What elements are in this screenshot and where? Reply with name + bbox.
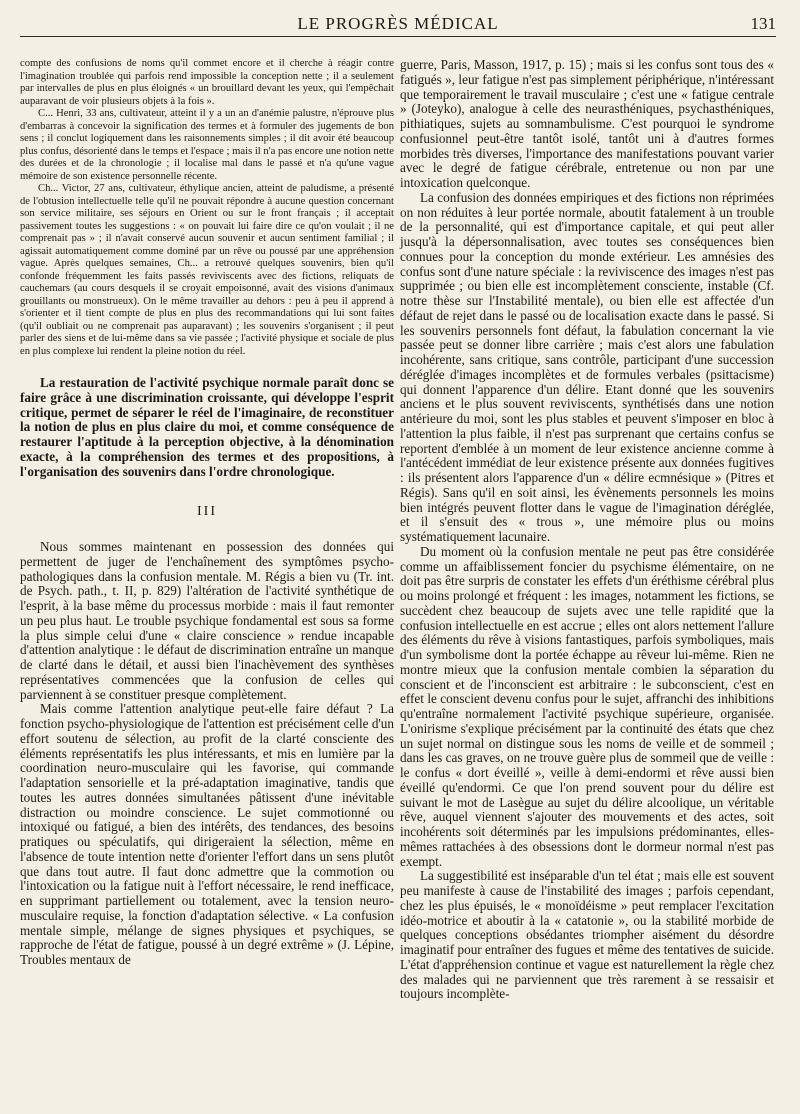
right-column [400,58,774,1002]
right-paragraph-3: Du moment où la confusion mentale ne peut pas être considérée comme un affaiblissement foncier du psychisme élémentaire, on ne doit pas être surpris de constater les effets d'un éréthisme cérébral plus ou moins prolongé et fréquent : les images, notamment les fictions, se succèdent chez beaucoup de sujets avec une telle rapidité que la confusion intellectuelle en est accrue ; elles ont alors nettement l'allure des éléments du rêve à visions fantastiques, parfois symboliques, mais d'un symbolisme dont la portée échappe au rêveur lui-même. Rien ne montre mieux que la confusion mentale combien la séparation du conscient et de l'inconscient est arbitraire : le subconscient, c'est en effet le conscient devenu confus pour le sujet, affranchi des inhibitions qu'entraîne normalement l'activité psychique supérieure, organisée. L'onirisme s'explique précisément par la continuité des états que chez un sujet normal on distingue sous les noms de veille et de sommeil ; dans les cas graves, on ne trouve guère plus de sommeil que de veille : le confus « dort éveillé », veille à demi-endormi et rêve aussi bien éveillé qu'endormi. Ce que l'on prend souvent pour du délire est suivant le mot de Lasègue au sujet du délire alcoolique, un véritable rêve, auquel viennent s'ajouter des mouvements et des actes, soit incohérents soit déterminés par les impulsions prédominantes, elles-mêmes rattachées à des obsessions dont le dormeur normal n'est pas exempt. [400,543,774,869]
section-paragraph-1: Nous sommes maintenant en possession des données qui permettent de juger de l'enchaînement des symptômes psycho-pathologiques dans la confusion mentale. M. Régis a bien vu (Tr. int. de Psych. path., t. II, p. 829) l'altération de l'activité synthétique de l'esprit, à la base même du processus morbide : mais il faut remonter un peu plus haut. Le trouble psychique fondamental est sous sa forme la plus simple celui d'une « claire conscience » rendue incapable d'attention analytique : le défaut de discrimination entraîne un manque de clarté dans le détail, et aussi bien l'inachèvement des synthèses représentatives commencées que la confusion de celles qui parviennent à se constituer presque complètement. [20,539,394,702]
case-victor: Ch... Victor, 27 ans, cultivateur, éthylique ancien, atteint de paludisme, a présenté de l'obtusion intellectuelle telle qu'il ne pouvait répondre à aucune question concernant son service militaire, ses séjours en Orient ou sur le front français ; il acceptait passivement toutes les suggestions : « on pouvait lui faire dire ce qu'on voulait ; il ne comprenait pas » ; il n'avait conservé aucun souvenir et aucun sentiment familial ; il agissait automatiquement comme dominé par un rêve ou poussé par une appréhension vague. Après quelques semaines, Ch... a retrouvé quelques souvenirs, bien qu'il confonde fréquemment les faits passés reviviscents avec des fictions, reliquats de cauchemars (au cours desquels il se croyait empoisonné, avait des visions d'animaux grouillants ou monstrueux). On le même travailler au dehors : peu à peu il apprend à s'orienter et il tient compte de plus en plus des recommandations qui lui sont faites (qu'il oubliait ou ne comprenait pas auparavant) ; les souvenirs s'organisent ; il peut parler des siens et de lui-même dans sa vie passée ; l'activité physique et sociale de plus en plus complexe lui rendent la pleine notion du réel. [20,183,394,357]
page-number: 131 [750,14,776,33]
case-continuation: compte des confusions de noms qu'il commet encore et il cherche à réagir contre l'imagination troublée qui parfois rend impossible la conception nette ; il a seulement par intervalles de plus en plus éloignés « un brouillard devant les yeux, qui l'empêchait auparavant de voir plusieurs objets à la fois ». [20,58,394,107]
case-notes [20,58,394,358]
right-paragraph-continuation: guerre, Paris, Masson, 1917, p. 15) ; mais si les confus sont tous des « fatigués », leur fatigue n'est pas simplement périphérique, n'intéressant que temporairement le travail musculaire ; c'est une « fatigue centrale » (Joteyko), analogue à celle des neurasthéniques, psychasthéniques, pithiatiques, sujets au somnambulisme. C'est pourquoi le syndrome confusionnel peut-être tantôt isolé, tantôt uni à d'autres formes morbides très diverses, l'importance des manifestations pouvant varier avec le degré de fatigue cérébrale, entretenue ou non par une intoxication quelconque. [400,57,774,190]
restauration-paragraph: La restauration de l'activité psychique normale paraît donc se faire grâce à une discrimination croissante, qui développe l'esprit critique, permet de séparer le réel de l'imaginaire, de reconstituer la notion de plus en plus claire du moi, et comme conséquence de restaurer l'aptitude à la perception objective, à la dénomination exacte, à la compréhension des termes et des propositions, à l'organisation des souvenirs dans l'ordre chronologique. [20,375,394,479]
left-column [20,58,394,968]
journal-title: LE PROGRÈS MÉDICAL [297,14,499,33]
right-paragraph-4: La suggestibilité est inséparable d'un tel état ; mais elle est souvent peu manifeste à cause de l'instabilité des images ; parfois cependant, chez les plus épuisés, le « monoïdéisme » peut remplacer l'excitation idéo-motrice et aboutir à la « catatonie », ou la stabilité morbide de quelques conceptions obsédantes triompher aisément du désordre imaginatif pour entraîner des fugues et même des tentatives de suicide. L'état d'appréhension continue et vague est naturellement la règle chez des malades qui ne parviennent que très rarement à se ressaisir et toujours incomplète- [400,868,774,1002]
right-paragraph-2: La confusion des données empiriques et des fictions non réprimées on non réduites à leur portée normale, aboutit fatalement à un trouble de la personnalité, qui est d'importance capitale, et qui peut aller jusqu'à la dépersonnalisation, avec toutes ses conséquences bien connues pour la conception du monde extérieur. Les amnésies des confus sont d'une nature spéciale : la reviviscence des images n'est pas supprimée ; ou bien elle est incomplètement consciente, instable (Cf. notre thèse sur l'Instabilité mentale), ou bien elle est affectée d'un défaut de rejet dans le passé ou de localisation exacte dans le passé. Si les souvenirs personnels font défaut, la fabulation concernant la vie passée peut se donner libre carrière ; mais c'est alors une fabulation incohérente, sans critique, sans contrôle, participant d'une succession déréglée d'images incomplètes et de formules verbales (psittacisme) qui donnent l'apparence d'un délire. Etant donné que les souvenirs anciens et le plus souvent reviviscents, synthétisés dans une notion antérieure du moi, sont les plus stables et peuvent s'imposer en bloc à l'attention la plus faible, il n'est pas surprenant que certains confus se reportent d'emblée à un moment de leur existence ancienne comme à l'antécédent immédiat de leur existence présente aux données fugitives : ils présentent alors l'apparence d'un « délire ecmnésique » (Pitres et Régis). Sans qu'il en soit ainsi, les évènements personnels les moins bien intégrés peuvent flotter dans le vague de l'imagination déréglée, et il s'ensuit des « trous », une mémoire plus ou moins systématiquement lacunaire. [400,189,774,544]
running-header [20,10,776,37]
section-heading: III [197,504,217,520]
case-henri: C... Henri, 33 ans, cultivateur, atteint il y a un an d'anémie palustre, n'éprouve plus d'embarras à concevoir la signification des termes et à formuler des jugements de bon sens ; il conclut logiquement dans les raisonnements simples ; il dit avoir été beaucoup plus confus, désorienté dans le temps et l'espace ; mais il n'a pas encore une notion nette des durées et de la chronologie ; il localise mal dans le passé et n'a qu'une vague mémoire de son existence personnelle récente. [20,108,394,182]
section-paragraph-2: Mais comme l'attention analytique peut-elle faire défaut ? La fonction psycho-physiologique de l'attention est précisément celle d'un effort soutenu de sélection, au profit de la clarté consciente des éléments représentatifs les plus intéressants, et mis en lumière par la coordination neuro-musculaire qui les favorise, qui commande l'adaptation sensorielle et la pré-adaptation imaginative, tandis que toutes les autres données simultanées pâtissent d'une inévitable distraction ou moindre conscience. Le sujet commotionné ou intoxiqué ou fatigué, a bien des intérêts, des tendances, des besoins pratiques ou spéculatifs, qui dirigeraient la sélection, même en l'absence de toute intention nette d'orienter l'effort dans un sens plutôt que dans tout autre. Il faut donc admettre que la commotion ou l'intoxication ou la fatigue nuit à l'effort nécessaire, le rend inefficace, en supprimant partiellement ou totalement, avec la tension neuro-musculaire requise, la fonction d'adaptation sélective. « La confusion mentale simple, mélange de signes physiques et psychiques, se rapproche de l'état de fatigue, poussé à un degré extrême » (J. Lépine, Troubles mentaux de [20,701,394,967]
